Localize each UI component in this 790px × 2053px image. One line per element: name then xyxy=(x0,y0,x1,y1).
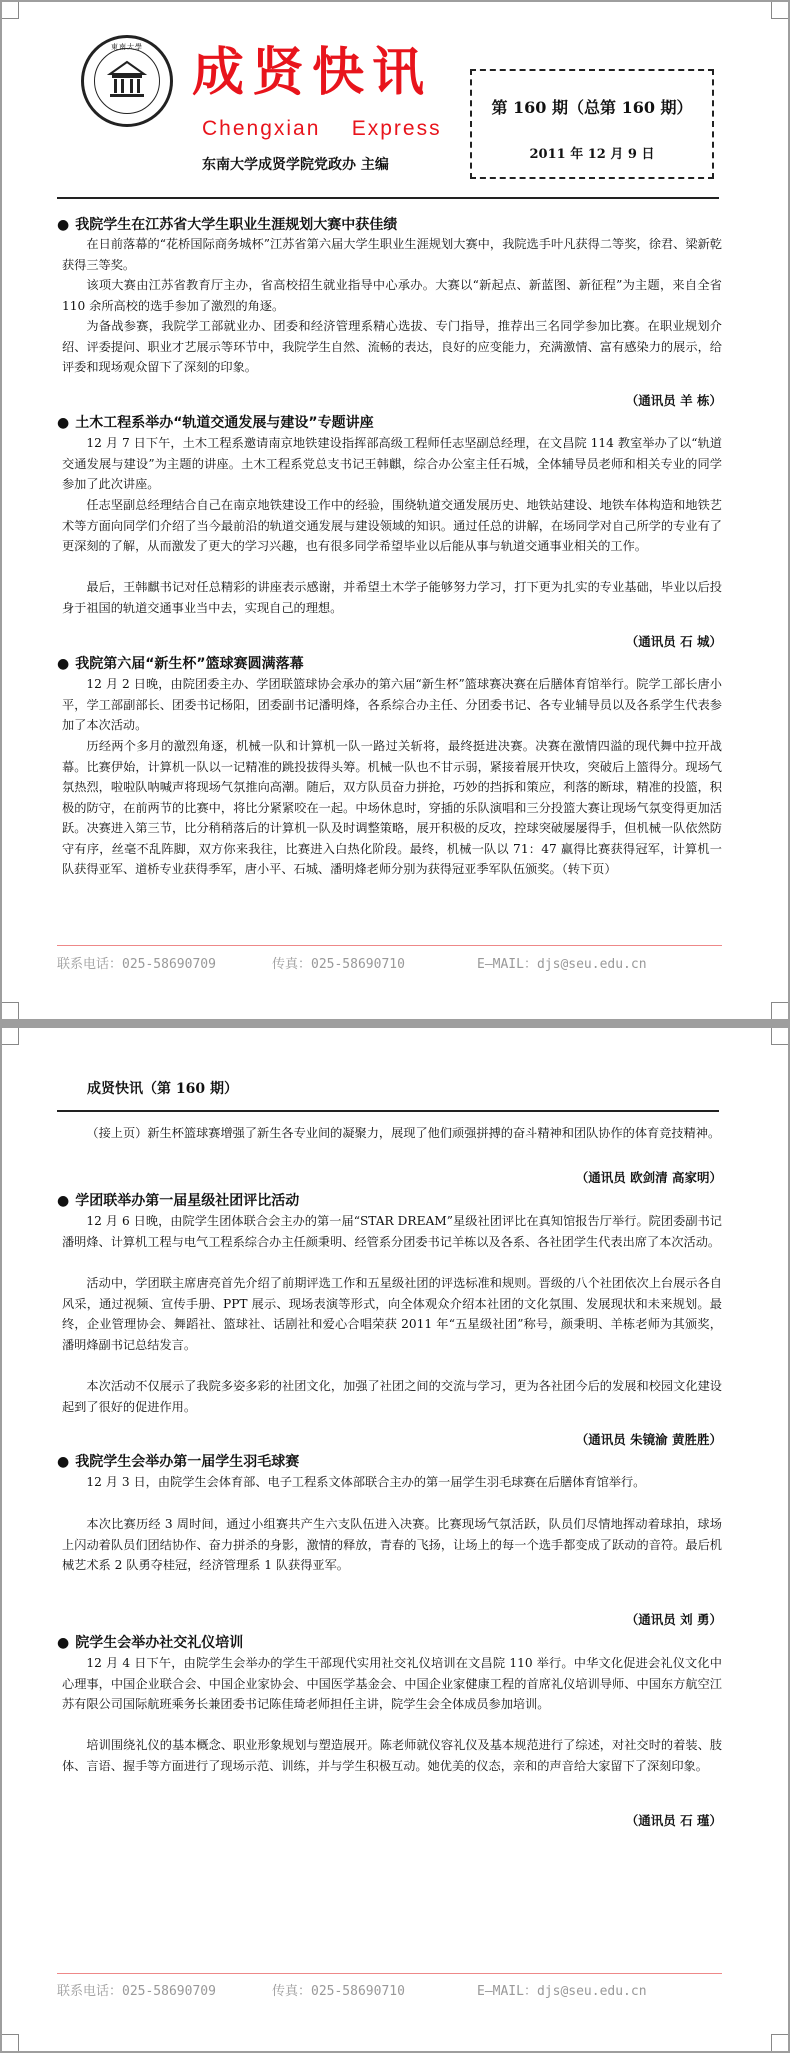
footer-fax: 传真：025-58690710 xyxy=(272,1984,405,1999)
article-paragraph: 本次比赛历经 3 周时间，通过小组赛共产生六支队伍进入决赛。比赛现场气氛活跃，队员们尽情地挥动着球拍，球场上闪动着队员们团结协作、奋力拼杀的身影，激情的释放，青春的飞扬，让场上的每一个选手都变成了跃动的音符。最后机械艺术系 2 队勇夺桂冠，经济管理系 1 队获得亚军。 xyxy=(62,1517,722,1572)
header-rule xyxy=(57,197,719,199)
article-paragraph: 12 月 2 日晚，由院团委主办、学团联篮球协会承办的第六届“新生杯”篮球赛决赛在后膳体育馆举行。院学工部长唐小平，学工部副部长、团委书记杨阳，团委副书记潘明烽，各系综合办主任、分团委书记、各专业辅导员以及各系学生代表参加了本次活动。 xyxy=(62,677,722,732)
article-paragraph: 任志坚副总经理结合自己在南京地铁建设工作中的经验，围绕轨道交通发展历史、地铁站建设、地铁车体构造和地铁艺术等方面向同学们介绍了当今最前沿的轨道交通发展与建设领域的知识。通过任总的讲解，在场同学对自己所学的专业有了更深刻的了解，从而激发了更大的学习兴趣，也有很多同学希望毕业以后能从事与轨道交通事业相关的工作。 xyxy=(62,498,722,553)
article-paragraph: 为备战参赛，我院学工部就业办、团委和经济管理系精心选拔、专门指导，推荐出三名同学参加比赛。在职业规划介绍、评委提问、职业才艺展示等环节中，我院学生自然、流畅的表达，良好的应变能力，充满激情、富有感染力的展示，给评委和现场观众留下了深刻的印象。 xyxy=(62,319,722,374)
article-paragraph: 12 月 7 日下午，土木工程系邀请南京地铁建设指挥部高级工程师任志坚副总经理，在文昌院 114 教室举办了以“轨道交通发展与建设”为主题的讲座。土木工程系党总支书记王韩麒，综合办公室主任石城，全体辅导员老师和相关专业的同学参加了此次讲座。 xyxy=(62,436,722,491)
footer-phone: 联系电话：025-58690709 xyxy=(57,1984,216,1999)
newsletter-page-2 xyxy=(2,1028,788,2051)
article-byline: （通讯员 刘 勇） xyxy=(625,1612,722,1627)
article-paragraph: 12 月 6 日晚，由院学生团体联合会主办的第一届“STAR DREAM”星级社团评比在真知馆报告厅举行。院团委副书记潘明烽、计算机工程与电气工程系综合办主任颜秉明、经管系分团委书记羊栋以及各系、各社团学生代表出席了本次活动。 xyxy=(62,1214,722,1249)
running-head: 成贤快讯（第 160 期） xyxy=(87,1081,238,1097)
article-title: ● 我院学生会举办第一届学生羽毛球赛 xyxy=(57,1454,300,1470)
article-byline: （通讯员 石 城） xyxy=(625,634,722,649)
crop-mark xyxy=(2,1028,19,1045)
article-paragraph: （接上页）新生杯篮球赛增强了新生各专业间的凝聚力，展现了他们顽强拼搏的奋斗精神和团队协作的体育竞技精神。 xyxy=(86,1126,721,1140)
footer-rule xyxy=(57,1973,722,1974)
issue-box xyxy=(470,69,714,179)
article-paragraph: 本次活动不仅展示了我院多姿多彩的社团文化，加强了社团之间的交流与学习，更为各社团今后的发展和校园文化建设起到了很好的促进作用。 xyxy=(62,1379,722,1414)
article-title: ● 土木工程系举办“轨道交通发展与建设”专题讲座 xyxy=(57,415,374,431)
article-paragraph: 12 月 4 日下午，由院学生会举办的学生干部现代实用社交礼仪培训在文昌院 110 举行。中华文化促进会礼仪文化中心理事，中国企业联合会、中国企业家协会、中国医学基金会、中国企业家健康工程的首席礼仪培训导师、中国东方航空江苏有限公司国际航班乘务长兼团委书记陈佳琦老师担任主讲，院学生会全体成员参加培训。 xyxy=(62,1656,722,1711)
article-title: ● 我院学生在江苏省大学生职业生涯规划大赛中获佳绩 xyxy=(57,217,398,233)
article-title: ● 我院第六届“新生杯”篮球赛圆满落幕 xyxy=(57,656,304,672)
article-title: ● 院学生会举办社交礼仪培训 xyxy=(57,1635,244,1651)
crop-mark xyxy=(771,1002,788,1019)
article-title: ● 学团联举办第一届星级社团评比活动 xyxy=(57,1193,300,1209)
seal-text: 東南大學 xyxy=(111,43,143,51)
crop-mark xyxy=(2,2,19,19)
article-paragraph: 12 月 3 日，由院学生会体育部、电子工程系文体部联合主办的第一届学生羽毛球赛在后膳体育馆举行。 xyxy=(86,1475,646,1489)
article-paragraph: 该项大赛由江苏省教育厅主办，省高校招生就业指导中心承办。大赛以“新起点、新蓝图、新征程”为主题，来自全省 110 余所高校的选手参加了激烈的角逐。 xyxy=(62,278,722,313)
building-icon xyxy=(106,60,148,100)
crop-mark xyxy=(771,2034,788,2051)
footer-email: E—MAIL：djs@seu.edu.cn xyxy=(477,957,647,972)
newsletter-page-1 xyxy=(2,2,788,1019)
footer-phone: 联系电话：025-58690709 xyxy=(57,957,216,972)
article-paragraph: 在日前落幕的“花桥国际商务城杯”江苏省第六届大学生职业生涯规划大赛中，我院选手叶凡获得二等奖，徐君、梁新乾获得三等奖。 xyxy=(62,237,722,272)
editor-line: 东南大学成贤学院党政办 主编 xyxy=(202,157,389,173)
article-paragraph: 最后，王韩麒书记对任总精彩的讲座表示感谢，并希望土木学子能够努力学习，打下更为扎实的专业基础，毕业以后投身于祖国的轨道交通事业当中去，实现自己的理想。 xyxy=(62,580,722,615)
crop-mark xyxy=(2,2034,19,2051)
running-head-rule xyxy=(57,1110,719,1112)
newsletter-title: 成贤快讯 xyxy=(192,42,433,103)
article-byline: （通讯员 朱镜渝 黄胜胜） xyxy=(575,1432,722,1447)
university-seal-logo xyxy=(81,35,173,127)
crop-mark xyxy=(2,1002,19,1019)
newsletter-subtitle: Chengxian Express xyxy=(202,117,442,140)
footer-fax: 传真：025-58690710 xyxy=(272,957,405,972)
article-paragraph: 活动中，学团联主席唐亮首先介绍了前期评选工作和五星级社团的评选标准和规则。晋级的八个社团依次上台展示各自风采，通过视频、宣传手册、PPT 展示、现场表演等形式，向全体观众介绍本社团的文化氛围、发展现状和未来规划。最终，企业管理协会、舞蹈社、篮球社、话剧社和爱心合唱荣获 2011 年“五星级社团”称号，颜秉明、羊栋老师为其颁奖，潘明烽副书记总结发言。 xyxy=(62,1276,722,1352)
article-paragraph: 历经两个多月的激烈角逐，机械一队和计算机一队一路过关斩将，最终挺进决赛。决赛在激情四溢的现代舞中拉开战幕。比赛伊始，计算机一队以一记精准的跳投拔得头筹。机械一队也不甘示弱，紧接着展开快攻，突破后上篮得分。现场气氛热烈，啦啦队呐喊声将现场气氛推向高潮。随后，双方队员奋力拼抢，巧妙的挡拆和策应，利落的断球，精准的投篮，积极的防守，在前两节的比赛中，将比分紧紧咬在一起。中场休息时，穿插的乐队演唱和三分投篮大赛让现场气氛变得更加活跃。决赛进入第三节，比分稍稍落后的计算机一队及时调整策略，展开积极的反攻，控球突破屡屡得手，但机械一队依然防守有序，丝毫不乱阵脚，双方你来我往，比赛进入白热化阶段。最终，机械一队以 71：47 赢得比赛获得冠军，计算机一队获得亚军、道桥专业获得季军，唐小平、石城、潘明烽老师分别为获得冠亚季军队伍颁奖。（转下页） xyxy=(62,739,722,876)
crop-mark xyxy=(771,2,788,19)
article-byline: （通讯员 欧剑清 高家明） xyxy=(575,1170,722,1185)
article-byline: （通讯员 石 瑾） xyxy=(625,1813,722,1828)
issue-number: 第 160 期（总第 160 期） xyxy=(491,98,693,117)
crop-mark xyxy=(771,1028,788,1045)
issue-date: 2011 年 12 月 9 日 xyxy=(529,147,655,162)
footer-email: E—MAIL：djs@seu.edu.cn xyxy=(477,1984,647,1999)
article-byline: （通讯员 羊 栋） xyxy=(625,393,722,408)
footer-rule xyxy=(57,945,722,946)
article-paragraph: 培训围绕礼仪的基本概念、职业形象规划与塑造展开。陈老师就仪容礼仪及基本规范进行了综述，对社交时的着装、肢体、言语、握手等方面进行了现场示范、训练，并与学生积极互动。她优美的仪态，亲和的声音给大家留下了深刻印象。 xyxy=(62,1738,722,1773)
